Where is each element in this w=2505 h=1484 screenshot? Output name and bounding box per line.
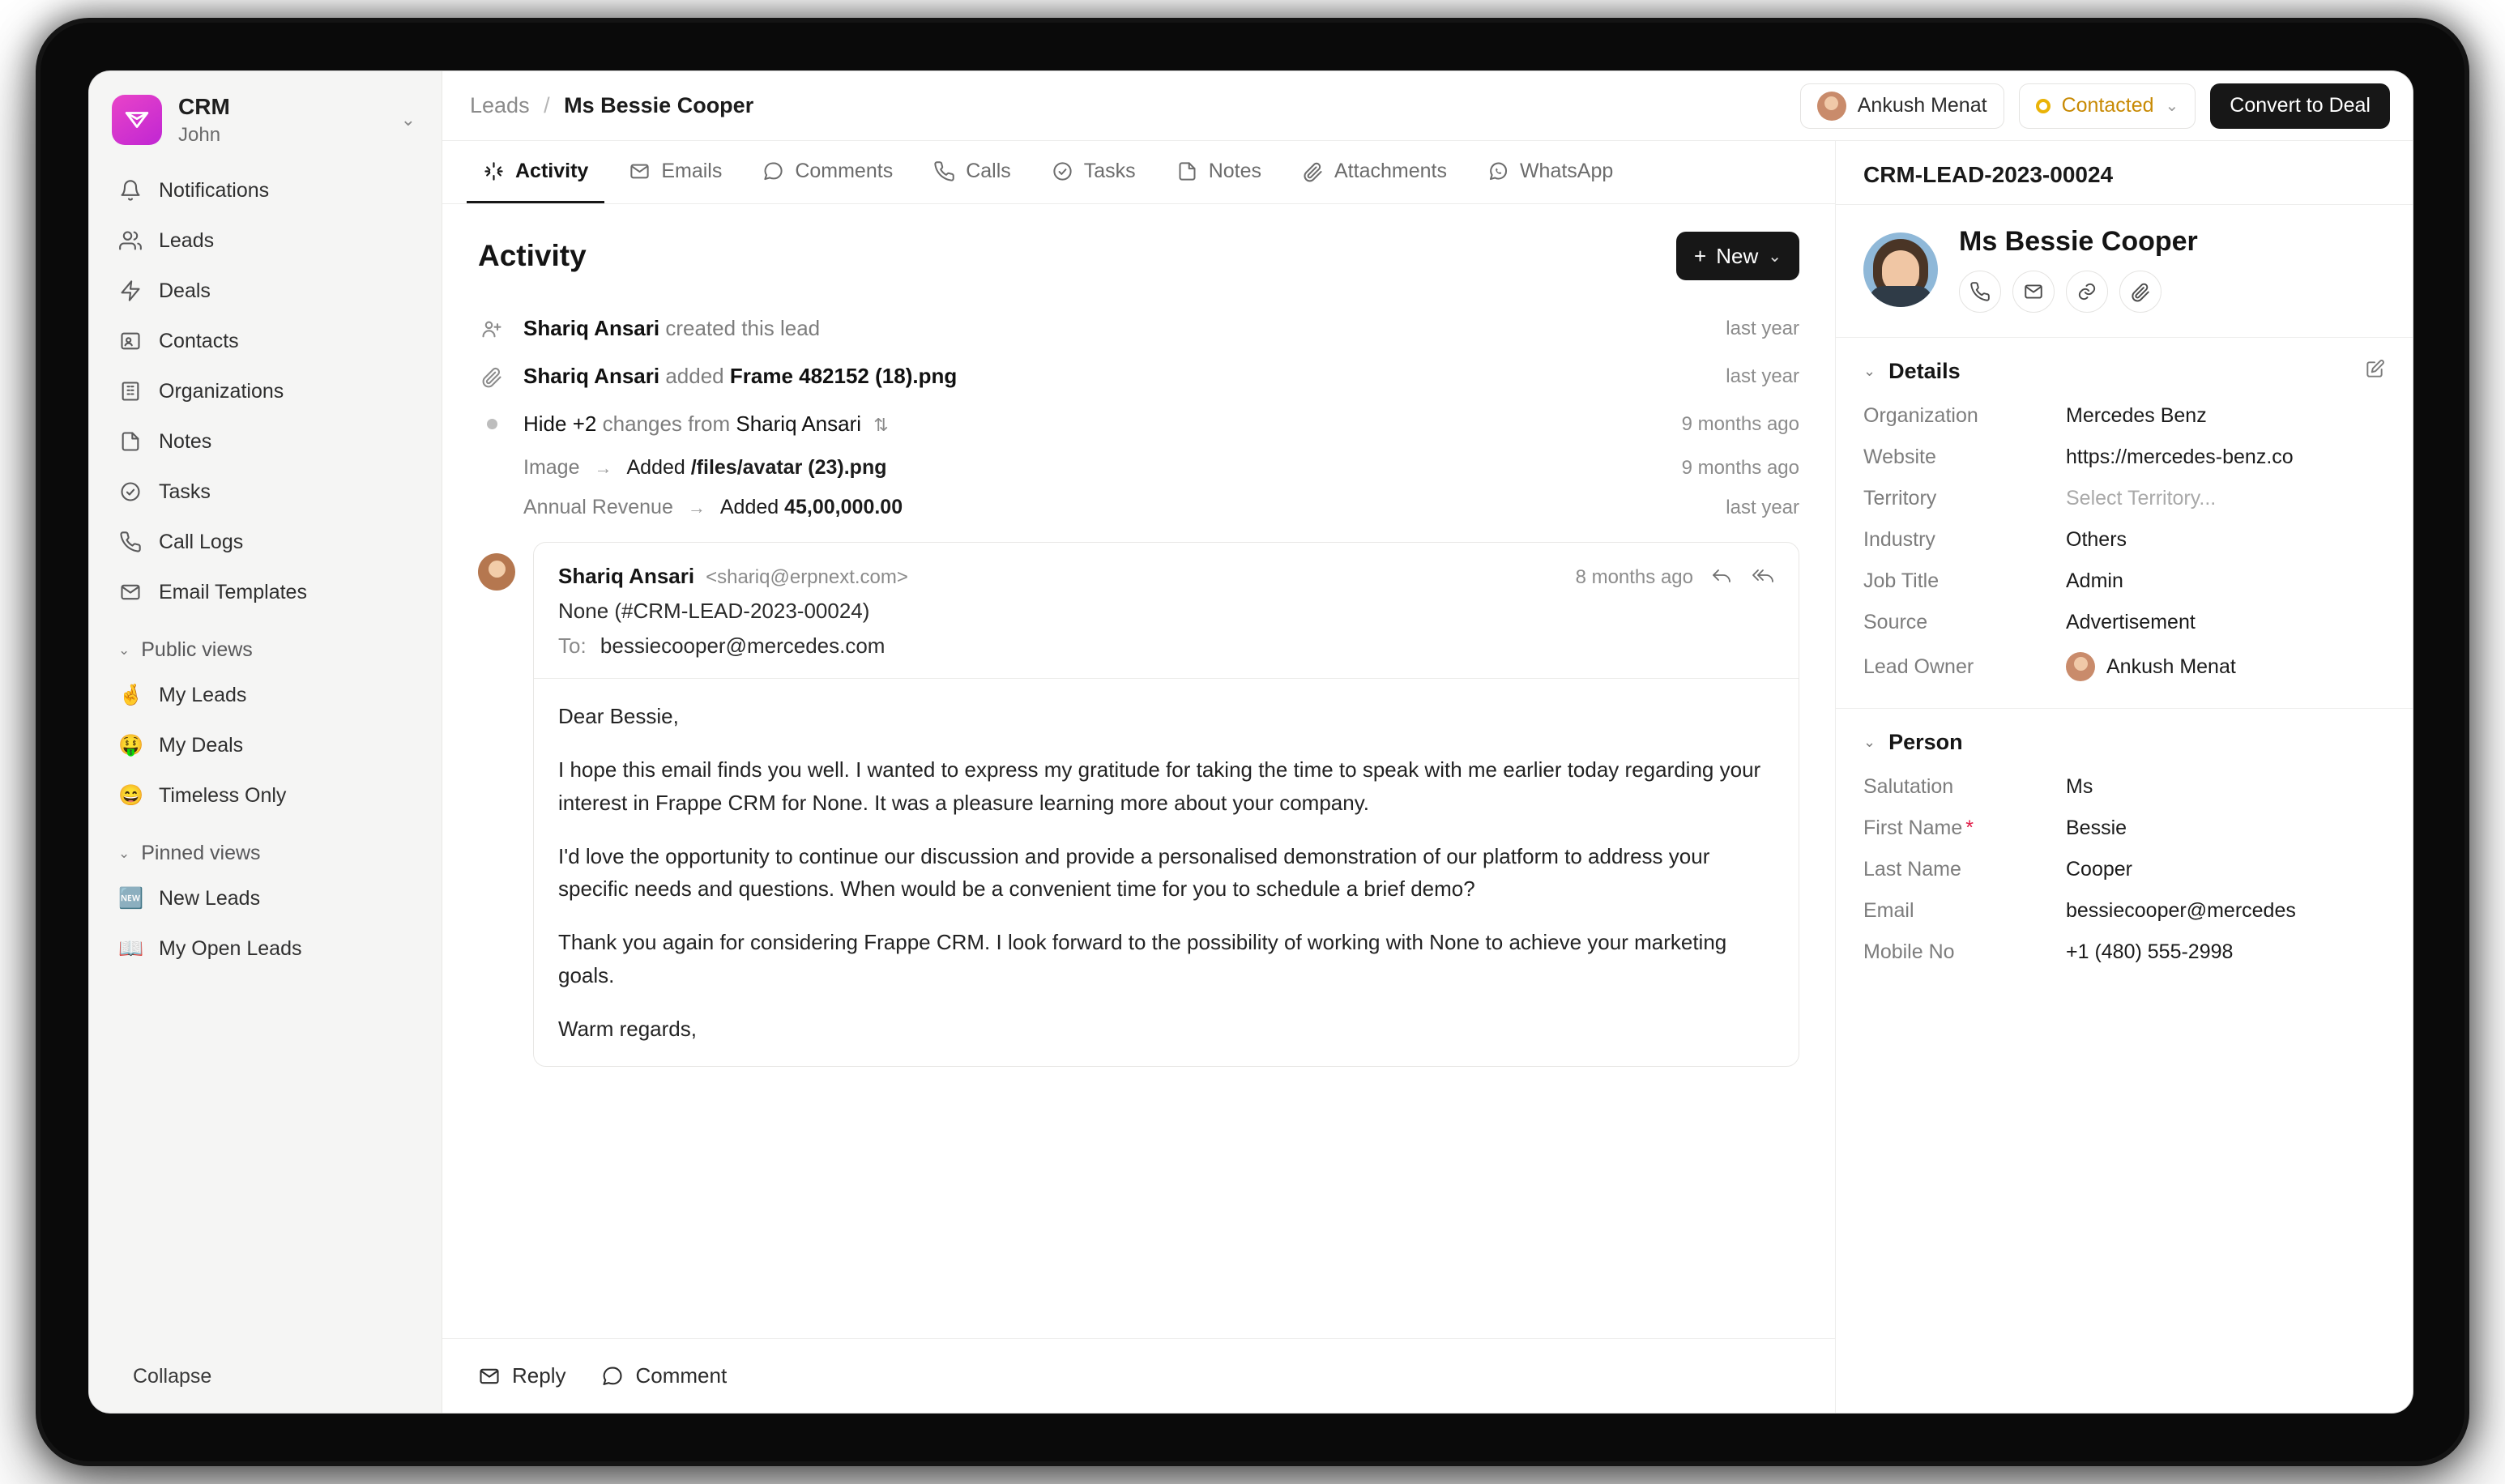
sidebar-item-my-open-leads[interactable] [105,923,425,974]
tab-calls[interactable] [917,141,1027,203]
record-id-header [1836,141,2413,205]
record-id: CRM-LEAD-2023-00024 [1863,162,2114,187]
sidebar-item-notes[interactable] [105,416,425,467]
tab-emails[interactable] [612,141,738,203]
mail-icon[interactable] [2012,271,2055,313]
plus-icon: + [1694,243,1707,268]
details-panel [1836,141,2413,1413]
field-organization[interactable] [1836,395,2413,437]
field-label: Territory [1863,487,1937,510]
sidebar-section-public-views[interactable] [89,617,442,670]
field-value: bessiecooper@mercedes [2066,899,2296,922]
email-subject: None (#CRM-LEAD-2023-00024) [558,599,870,623]
edit-icon[interactable] [2364,359,2385,384]
sidebar-item-label: New Leads [159,886,261,910]
phone-icon[interactable] [1959,271,2001,313]
sidebar-item-label: Organizations [159,379,284,403]
sidebar-nav [89,165,442,617]
email-paragraph: I hope this email finds you well. I wanted to express my gratitude for taking the time to speak with me earlier today regarding your interest in Frappe CRM for None. It was a pleasure learning more about your company. [558,757,1761,815]
field-website[interactable] [1836,437,2413,478]
users-icon [118,228,143,253]
comment-label: Comment [635,1363,728,1388]
topbar [442,71,2413,141]
timeline-text [523,316,820,341]
reply-label: Reply [512,1363,566,1388]
reply-icon[interactable] [1711,567,1734,589]
smile-emoji-icon: 😄 [118,783,144,807]
note-icon [118,429,143,454]
mail-icon [118,580,143,604]
tab-label: Tasks [1083,159,1136,182]
field-label: Salutation [1863,775,1954,798]
section-label: Public views [141,638,253,661]
sidebar-item-label: My Deals [159,733,244,757]
email-card[interactable] [533,542,1799,1067]
topbar-actions [1800,83,2390,129]
field-value-wrapper [2066,652,2236,681]
sidebar-item-call-logs[interactable] [105,517,425,567]
field-label: Lead Owner [1863,655,1974,678]
sidebar-item-organizations[interactable] [105,366,425,416]
whatsapp-icon [1487,160,1509,182]
status-dot-icon [2036,99,2051,113]
field-value: Others [2066,528,2127,551]
tab-label: Emails [661,159,723,182]
email-paragraph: Warm regards, [558,1017,697,1042]
sidebar-item-label: Contacts [159,329,239,352]
email-header [558,564,1774,589]
field-value: Bessie [2066,817,2127,839]
collapse-sidebar-button[interactable] [89,1343,442,1413]
check-circle-icon [1052,160,1073,182]
new-emoji-icon: 🆕 [118,886,144,910]
sidebar-item-my-deals[interactable] [105,720,425,770]
sidebar-brand[interactable] [89,71,442,165]
actor-name: Shariq Ansari [523,316,660,340]
breadcrumb [470,93,753,118]
device-frame [41,23,2464,1461]
mail-icon [629,160,651,182]
person-header [1836,205,2413,338]
field-mobile-no[interactable] [1836,932,2413,973]
sidebar-item-notifications[interactable] [105,165,425,215]
chevron-down-icon: ⌄ [118,642,130,658]
chevron-down-icon: ⌄ [118,845,130,861]
tab-label: Comments [795,159,894,182]
field-label: Email [1863,899,1914,922]
activity-scroll-area[interactable] [442,204,1835,1338]
field-label: Last Name [1863,858,1961,881]
changes-text: changes from [602,412,731,436]
action-text: created this lead [665,316,821,340]
changes-count: +2 [572,412,597,436]
timestamp: 9 months ago [1681,412,1799,435]
person-name: Ms Bessie Cooper [1959,226,2198,257]
timestamp: last year [1726,317,1799,339]
tab-label: Attachments [1334,159,1447,182]
sidebar-item-label: My Open Leads [159,936,302,960]
field-label: Industry [1863,528,1935,551]
new-activity-button[interactable] [1676,232,1799,280]
reply-all-icon[interactable] [1752,567,1774,589]
sidebar-item-label: Timeless Only [159,783,287,807]
field-last-name[interactable] [1836,849,2413,890]
field-value: Select Territory... [2066,487,2217,510]
tab-tasks[interactable] [1035,141,1152,203]
activity-timeline [442,296,1835,527]
field-value: +1 (480) 555-2998 [2066,940,2234,963]
changes-toggle-text [523,412,889,437]
collapse-label: Collapse [133,1365,212,1388]
action-text: added [665,364,724,388]
brand-title: CRM [178,94,230,119]
reply-toolbar [442,1338,1835,1413]
activity-header [442,204,1835,296]
phone-icon [933,160,955,182]
sidebar-item-label: Deals [159,279,211,302]
chevron-down-icon: ⌄ [2165,97,2179,115]
email-paragraph: Dear Bessie, [558,704,679,728]
sidebar-item-label: Email Templates [159,580,307,603]
sidebar [89,71,442,1413]
field-value: Ankush Menat [2106,655,2236,678]
timestamp: 8 months ago [1575,566,1693,588]
pinned-views-list [89,873,442,974]
comment-button[interactable] [601,1363,727,1388]
section-title: Details [1888,359,1961,383]
sidebar-item-label: Tasks [159,480,211,503]
paperclip-icon[interactable] [2119,271,2161,313]
field-value: https://mercedes-benz.co [2066,446,2294,468]
section-title: Person [1888,730,1963,754]
field-value: Mercedes Benz [2066,404,2207,427]
field-label: Job Title [1863,569,1940,592]
email-recipient: bessiecooper@mercedes.com [600,633,885,658]
required-marker: * [1965,817,1974,839]
change-field: Image [523,456,580,479]
email-recipient-row [558,633,1774,659]
sidebar-item-label: Notes [159,429,212,453]
activity-icon [483,160,505,182]
change-action: Added [626,456,685,479]
field-first-name[interactable] [1836,808,2413,849]
field-source[interactable] [1836,602,2413,643]
tab-notes[interactable] [1160,141,1278,203]
phone-icon [118,530,143,554]
field-label: First Name * [1863,817,1974,839]
change-value [720,496,903,519]
sidebar-item-deals[interactable] [105,266,425,316]
crm-app-window [89,71,2413,1413]
email-sender-address: <shariq@erpnext.com> [706,566,908,588]
sidebar-section-pinned-views[interactable] [89,821,442,873]
avatar [478,553,515,591]
status-label: Contacted [2061,94,2154,117]
sidebar-item-timeless-only[interactable] [105,770,425,821]
chevron-updown-icon[interactable]: ⇅ [873,415,889,435]
hand-emoji-icon: 🤞 [118,683,144,706]
tab-comments[interactable] [746,141,909,203]
chevron-down-icon: ⌄ [1863,363,1876,379]
field-territory[interactable] [1836,478,2413,519]
tab-bar [442,141,1835,204]
check-circle-icon [118,480,143,504]
timeline-item [478,352,1799,400]
arrow-right-icon: → [594,457,612,478]
details-fields [1836,395,2413,690]
quick-actions [1959,271,2198,313]
assignee-label: Ankush Menat [1857,94,1987,117]
change-field: Annual Revenue [523,496,673,518]
timeline-dot-icon [478,419,506,429]
tab-label: WhatsApp [1519,159,1614,182]
change-action: Added [719,496,779,518]
field-lead-owner[interactable] [1836,643,2413,690]
assignee-button[interactable] [1800,83,2004,129]
tab-label: Activity [515,159,589,182]
timestamp: last year [1726,365,1799,387]
avatar [1863,232,1938,307]
paperclip-icon [478,365,506,388]
field-label: Organization [1863,404,1978,427]
person-fields [1836,766,2413,973]
change-value [626,456,886,480]
field-value: Ms [2066,775,2093,798]
sidebar-item-email-templates[interactable] [105,567,425,617]
avatar [2066,652,2095,681]
tab-label: Notes [1208,159,1261,182]
bolt-icon [118,279,143,303]
changes-actor: Shariq Ansari [736,412,862,436]
tab-attachments[interactable] [1286,141,1463,203]
change-row [478,488,1799,527]
reply-button[interactable] [478,1363,565,1388]
email-paragraph: I'd love the opportunity to continue our discussion and provide a personalised demonstration of our platform to address your specific needs and questions. When would be a convenient time for you to schedule a brief demo? [558,843,1710,902]
status-dropdown[interactable] [2019,83,2196,129]
change-new-value: 45,00,000.00 [784,496,903,518]
paperclip-icon [1302,160,1324,182]
sidebar-item-leads[interactable] [105,215,425,266]
field-industry[interactable] [1836,519,2413,561]
chevron-down-icon: ⌄ [1863,734,1876,750]
email-paragraph: Thank you again for considering Frappe CRM. I look forward to the possibility of working with None to achieve your marketing goals. [558,930,1727,987]
sidebar-item-my-leads[interactable] [105,670,425,720]
change-new-value: /files/avatar (23).png [690,456,887,479]
sidebar-item-tasks[interactable] [105,467,425,517]
field-salutation[interactable] [1836,766,2413,808]
changes-toggle-row[interactable] [478,400,1799,448]
link-icon[interactable] [2066,271,2108,313]
comment-icon [601,1365,624,1388]
field-value: Cooper [2066,858,2132,881]
sidebar-item-new-leads[interactable] [105,873,425,923]
note-icon [1176,160,1198,182]
person-section-header[interactable] [1836,709,2413,766]
field-label: Website [1863,446,1936,468]
arrow-right-icon: → [687,497,706,518]
field-value: Admin [2066,569,2123,592]
sidebar-item-label: My Leads [159,683,247,706]
details-section-header[interactable] [1836,338,2413,395]
email-entry [442,527,1835,1067]
email-body [558,679,1774,1045]
tab-label: Calls [966,159,1011,182]
page-title: Activity [478,239,587,272]
field-label: Source [1863,611,1928,633]
field-label: Mobile No [1863,940,1955,963]
breadcrumb-root[interactable]: Leads [470,93,530,117]
email-header-actions [1576,566,1774,589]
avatar [1817,92,1846,121]
sidebar-item-label: Leads [159,228,215,252]
breadcrumb-separator: / [544,93,550,117]
user-plus-icon [478,318,506,340]
public-views-list [89,670,442,821]
money-face-emoji-icon: 🤑 [118,733,144,757]
timeline-item [478,305,1799,352]
field-job-title[interactable] [1836,561,2413,602]
tab-whatsapp[interactable] [1471,141,1629,203]
tab-activity[interactable] [467,141,604,203]
actor-name: Shariq Ansari [523,364,660,388]
field-email[interactable] [1836,890,2413,932]
attachment-name[interactable]: Frame 482152 (18).png [729,364,958,388]
timestamp: 9 months ago [1681,456,1799,479]
comment-icon [762,160,784,182]
email-sender: Shariq Ansari [558,564,695,588]
brand-user: John [178,124,221,146]
book-emoji-icon: 📖 [118,936,144,960]
sidebar-item-contacts[interactable] [105,316,425,366]
to-label: To: [558,633,587,658]
building-icon [118,379,143,403]
convert-to-deal-button[interactable]: Convert to Deal [2210,83,2390,129]
timeline-text [523,364,957,389]
breadcrumb-current: Ms Bessie Cooper [564,93,754,117]
center-column [442,141,1836,1413]
timestamp: last year [1726,496,1799,518]
contact-icon [118,329,143,353]
sidebar-item-label: Notifications [159,178,270,202]
bell-icon [118,178,143,203]
hide-label: Hide [523,412,567,436]
sidebar-item-label: Call Logs [159,530,244,553]
section-label: Pinned views [141,842,261,864]
content-body [442,141,2413,1413]
mail-icon [478,1365,501,1388]
crm-logo-icon [112,95,162,145]
new-button-label: New [1716,243,1759,268]
change-row [478,448,1799,488]
chevron-down-icon[interactable]: ⌄ [400,109,416,130]
field-value: Advertisement [2066,611,2196,633]
chevron-down-icon: ⌄ [1768,247,1782,266]
main-area [442,71,2413,1413]
